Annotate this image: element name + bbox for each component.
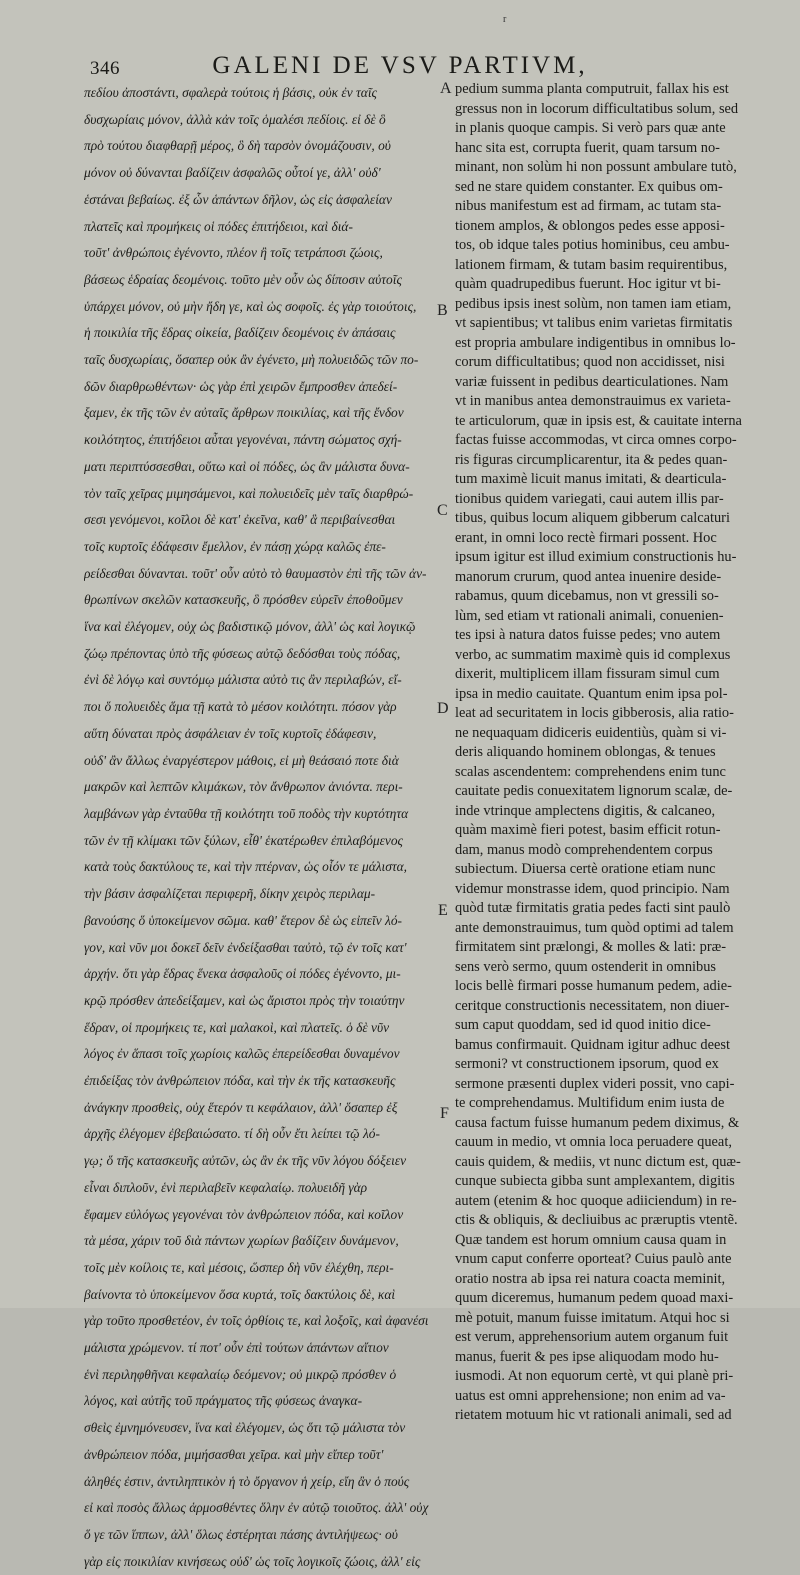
margin-letter-f: F bbox=[440, 1105, 449, 1122]
greek-text-line: ἵνα καὶ ἐλέγομεν, οὐχ ὡς βαδιστικῷ μόνον, ἀλλ' ὡς καὶ λογικῷ bbox=[84, 619, 416, 635]
greek-text-line: ἑστάναι βεβαίως. ἐξ ὧν ἁπάντων δῆλον, ὡς εἰς ἀσφαλείαν bbox=[84, 191, 392, 207]
margin-letter-c: C bbox=[437, 502, 448, 519]
latin-text-line: te articulorum, quæ in ipsis est, & cauitate interna bbox=[455, 412, 742, 429]
latin-text-line: sed ne stare quidem constanter. Ex quibus om- bbox=[455, 178, 723, 195]
greek-text-line: ξαμεν, ἐκ τῆς τῶν ἐν αὐταῖς ἄρθρων ποικιλίας, καὶ τῆς ἔνδον bbox=[84, 405, 404, 421]
latin-text-line: est propria ambulare indigentibus in omnibus lo- bbox=[455, 334, 736, 351]
greek-text-line: βανούσης ὅ ὑποκείμενον σῶμα. καθ' ἕτερον δὲ ὡς εἰπεῖν λό- bbox=[84, 912, 402, 928]
greek-text-line: ἐπιδείξας τὸν ἀνθρώπειον πόδα, καὶ τὴν ἐκ τῆς κατασκευῆς bbox=[84, 1073, 396, 1089]
latin-text-line: gressus non in locorum difficultatibus solum, sed bbox=[455, 100, 739, 117]
greek-text-line: μάλιστα χρώμενον. τί ποτ' οὖν ἐπὶ τούτων ἁπάντων αἴτιον bbox=[84, 1340, 389, 1356]
greek-text-line: θρωπίνων σκελῶν κατασκευῆς, ὃ πρόσθεν εὑρεῖν ἐποθοῦμεν bbox=[84, 592, 403, 608]
latin-text-line: nibus manifestum est ad firmam, ac tutam sta- bbox=[455, 198, 722, 214]
latin-text-line: videmur monstrasse idem, quod principio. Nam bbox=[455, 880, 730, 897]
greek-text-line: εἰ καὶ ποσὸς ἄλλως ἁρμοσθέντες ὅλην ἐν αὐτῷ τοιοῦτος. ἀλλ' οὐχ bbox=[84, 1500, 429, 1516]
latin-text-line: cunque subiecta gibba sunt amplexantem, digitis bbox=[455, 1173, 735, 1189]
latin-text-line: rabamus, quum dicebamus, non vt gressili so- bbox=[455, 588, 719, 604]
greek-text-column bbox=[84, 80, 434, 1575]
greek-text-line: βαίνοντα τὸ ὑποκείμενον ὅσα κυρτά, τοῖς δακτύλοις δὲ, καὶ bbox=[84, 1286, 396, 1302]
greek-text-line: γὰρ εἰς ποικιλίαν κινήσεως οὐδ' ὡς τοῖς λογικοῖς ζώοις, ἀλλ' εἰς bbox=[84, 1553, 421, 1569]
greek-text-line: ποι ὅ πολυειδὲς ἅμα τῇ κατὰ τὸ μέσον κοιλότητι. πόσον γὰρ bbox=[84, 699, 397, 715]
latin-text-line: mè potuit, manum fuisse imitatum. Atqui hoc si bbox=[455, 1309, 730, 1326]
greek-text-line: ἀληθές ἐστιν, ἀντιληπτικὸν ἡ τὸ ὄργανον ἡ χείρ, εἴη ἂν ὁ πούς bbox=[84, 1473, 410, 1489]
greek-text-line: λόγος ἐν ἅπασι τοῖς χωρίοις καλῶς ἐπερείδεσθαι δυναμένον bbox=[84, 1046, 400, 1062]
greek-text-line: γὰρ τοῦτο προσθετέον, ἐν τοῖς ὀρθίοις τε, καὶ λοξοῖς, καὶ ἀφανέσι bbox=[84, 1313, 429, 1329]
greek-text-line: σθεὶς ἐμνημόνευσεν, ἵνα καὶ ἐλέγομεν, ὡς ὅτι τῷ μάλιστα τὸν bbox=[84, 1420, 406, 1436]
greek-text-line: μόνον οὐ δύνανται βαδίζειν ἀσφαλῶς οὗτοί γε, ἀλλ' οὐδ' bbox=[84, 165, 381, 181]
greek-text-line: πλατεῖς καὶ προμήκεις οἱ πόδες ἐπιτήδειοι, καὶ διά- bbox=[84, 218, 353, 234]
latin-text-line: tionibus quidem variegati, caui autem illis par- bbox=[455, 490, 724, 507]
greek-text-line: δῶν διαρθρωθέντων· ὡς γὰρ ἐπὶ χειρῶν ἔμπροσθεν ἀπεδεί- bbox=[84, 378, 398, 394]
latin-text-line: deris aliquando hominem oblongas, & tenues bbox=[455, 744, 716, 760]
latin-text-line: quòd tutæ firmitatis gratia pedes facti sint paulò bbox=[455, 900, 731, 916]
latin-text-line: rietatem motuum hic vt rationali animali, sed ad bbox=[455, 1407, 732, 1423]
greek-text-line: ἀρχήν. ὅτι γὰρ ἕδρας ἕνεκα ἀσφαλοῦς οἱ πόδες ἐγένοντο, μι- bbox=[84, 966, 401, 982]
latin-text-line: bamus confirmauit. Quidnam igitur adhuc deest bbox=[455, 1036, 730, 1053]
latin-text-line: uatus est omni apprehensione; non enim ad va- bbox=[455, 1387, 726, 1404]
latin-text-line: quum diceremus, humanum pedem quoad maxi- bbox=[455, 1290, 734, 1306]
latin-text-line: ctis & obliquis, & decliuibus ac præruptis vtentẽ. bbox=[455, 1212, 738, 1228]
latin-text-line: lùm, sed etiam vt rationali animali, conuenien- bbox=[455, 607, 724, 624]
latin-text-line: quàm quadrupedibus fuerunt. Hoc igitur vt bi- bbox=[455, 276, 721, 292]
latin-text-column bbox=[455, 80, 760, 1426]
greek-text-line: τοῖς κυρτοῖς ἐδάφεσιν ἔμελλον, ἐν πάσῃ χώρᾳ καλῶς ἐπε- bbox=[84, 538, 386, 554]
latin-text-line: tum maximè licuit manus imitati, & dearticula- bbox=[455, 471, 727, 487]
latin-text-line: subiectum. Diuersa certè oratione etiam nunc bbox=[455, 861, 716, 877]
margin-letter-b: B bbox=[437, 302, 448, 319]
greek-text-line: ἀνάγκην προσθεὶς, οὐχ ἕτερόν τι κεφάλαιον, ἀλλ' ὅσαπερ ἐξ bbox=[84, 1099, 398, 1115]
latin-text-line: dixerit, multiplicem illam fissuram simul cum bbox=[455, 666, 720, 682]
greek-text-line: γῳ; ὅ τῆς κατασκευῆς αὐτῶν, ὡς ἂν ἐκ τῆς νῦν λόγου δόξειεν bbox=[84, 1153, 407, 1169]
greek-text-line: εἶναι διπλοῦν, ἑνὶ περιλαβεῖν κεφαλαίῳ. πολυειδῆ γὰρ bbox=[84, 1179, 368, 1195]
latin-text-line: vnum caput conferre oporteat? Cuius paulò ante bbox=[455, 1251, 732, 1267]
greek-text-line: ἡ ποικιλία τῆς ἕδρας οἰκεία, βαδίζειν δεομένοις ἐν ἁπάσαις bbox=[84, 325, 396, 341]
page-number: 346 bbox=[90, 58, 120, 79]
greek-text-line: ματι περιπτύσσεσθαι, οὕτω καὶ οἱ πόδες, ὡς ἂν μάλιστα δυνα- bbox=[84, 458, 410, 474]
latin-text-line: pedium summa planta computruit, fallax his est bbox=[455, 81, 729, 97]
greek-text-line: δυσχωρίαις μόνον, ἀλλὰ κἀν τοῖς ὁμαλέσι πεδίοις. εἰ δὲ ὃ bbox=[84, 111, 386, 127]
greek-text-line: γον, καὶ νῦν μοι δοκεῖ δεῖν ἐνδείξασθαι ταὐτὸ, τῷ ἐν τοῖς κατ' bbox=[84, 939, 407, 955]
latin-text-line: in planis quoque campis. Si verò pars quæ ante bbox=[455, 120, 726, 136]
greek-text-line: τὰ μέσα, χάριν τοῦ διὰ πάντων χωρίων βαδίζειν δυνάμενον, bbox=[84, 1233, 399, 1249]
latin-text-line: autem (etenim & hoc quoque adiiciendum) in re- bbox=[455, 1192, 737, 1209]
latin-text-line: cauitate pedis conuexitatem lignorum scalæ, de- bbox=[455, 783, 733, 799]
greek-text-line: ἕδραν, οἱ προμήκεις τε, καὶ μαλακοὶ, καὶ πλατεῖς. ὁ δὲ νῦν bbox=[84, 1019, 390, 1035]
latin-text-line: scalas ascendentem: comprehendens enim tunc bbox=[455, 763, 726, 780]
greek-text-line: οὐδ' ἂν ἄλλως ἐναργέστερον μάθοις, εἰ μὴ θεάσαιό ποτε διὰ bbox=[84, 752, 399, 768]
greek-text-line: βάσεως ἑδραίας δεομένοις. τοῦτο μὲν οὖν ὡς δίποσιν αὐτοῖς bbox=[84, 271, 402, 287]
printer-mark: r bbox=[503, 14, 507, 25]
margin-letter-a: A bbox=[440, 80, 452, 97]
latin-text-line: te comprehendamus. Multifidum enim iusta de bbox=[455, 1095, 725, 1111]
latin-text-line: tionem amplos, & oblongos pedes esse apposi- bbox=[455, 217, 725, 234]
latin-text-line: manus, fuerit & pes ipse aliquodam modo hu- bbox=[455, 1348, 719, 1365]
latin-text-line: sermone præsenti duplex videri possit, vno capi- bbox=[455, 1075, 735, 1092]
greek-text-line: ἀρχῆς ἐλέγομεν ἐβεβαιώσατο. τί δὴ οὖν ἔτι λείπει τῷ λό- bbox=[84, 1126, 380, 1142]
greek-text-line: μακρῶν καὶ λεπτῶν κλιμάκων, τὸν ἄνθρωπον ἀνιόντα. περι- bbox=[84, 779, 403, 795]
latin-text-line: ipsum igitur est illud eximium constructionis hu- bbox=[455, 549, 737, 565]
latin-text-line: corum difficultatibus; quod non accidisset, nisi bbox=[455, 354, 725, 370]
greek-text-line: τοῖς μὲν κοίλοις τε, καὶ μέσοις, ὥσπερ δὴ νῦν ἐλέχθη, περι- bbox=[84, 1259, 394, 1275]
latin-text-line: cauis quidem, & mediis, vt nunc dictum est, quæ- bbox=[455, 1153, 741, 1170]
latin-text-line: variæ fuissent in pedibus dearticulationes. Nam bbox=[455, 373, 729, 390]
latin-text-line: ris figuras circumplicarentur, ita & pedes quan- bbox=[455, 451, 728, 468]
latin-text-line: manorum crurum, quod antea inuenire deside- bbox=[455, 568, 722, 585]
latin-text-line: hanc sita est, corrupta fuerit, quam tarsum no- bbox=[455, 139, 720, 156]
latin-text-line: est verum, apprehensorium autem organum fuit bbox=[455, 1329, 729, 1345]
latin-text-line: sum caput quoddam, sed id quod initio dice- bbox=[455, 1017, 711, 1033]
latin-text-line: factas fuisse accommodas, vt circa omnes corpo- bbox=[455, 432, 737, 448]
margin-letter-d: D bbox=[437, 700, 449, 717]
greek-text-line: τοῦτ' ἀνθρώποις ἐγένοντο, πλέον ἢ τοῖς τετράποσι ζώοις, bbox=[84, 245, 383, 261]
latin-text-line: ceritque constructionis necessitatem, non diuer- bbox=[455, 997, 730, 1014]
greek-text-line: πεδίου ἀποστάντι, σφαλερὰ τούτοις ἡ βάσις, οὐκ ἐν ταῖς bbox=[84, 85, 377, 100]
latin-text-line: vt sapientibus; vt talibus enim varietas firmitatis bbox=[455, 315, 733, 331]
greek-text-line: ἐνὶ δὲ λόγῳ καὶ συντόμῳ μάλιστα αὐτὸ τις ἂν περιλαβών, εἴ- bbox=[84, 672, 402, 688]
latin-text-line: tos, ob idque tales potius hominibus, ceu ambu- bbox=[455, 237, 730, 253]
greek-text-line: τὴν βάσιν ἀσφαλίζεται περιφερῆ, δίκην χειρὸς περιλαμ- bbox=[84, 886, 376, 902]
running-head: GALENI DE VSV PARTIVM, bbox=[212, 52, 588, 79]
latin-text-line: dam, manus modò comprehendentem corpus bbox=[455, 841, 713, 858]
greek-text-line: ρείδεσθαι δύνανται. τοῦτ' οὖν αὐτὸ τὸ θαυμαστὸν ἐπὶ τῆς τῶν ἀν- bbox=[84, 565, 427, 581]
latin-text-line: tibus, quibus locum aliquem gibberum calcaturi bbox=[455, 510, 730, 526]
greek-text-line: ζώῳ πρέποντας ὑπὸ τῆς φύσεως αὐτῷ δεδόσθαι τοὺς πόδας, bbox=[84, 645, 401, 661]
latin-text-line: verbo, ac summatim maximè quis id complexus bbox=[455, 646, 731, 663]
latin-text-line: ipsa in medio cauitate. Quantum enim ipsa pol- bbox=[455, 685, 728, 702]
greek-text-line: κατὰ τοὺς δακτύλους τε, καὶ τὴν πτέρναν, ὡς οἷόν τε μάλιστα, bbox=[84, 859, 408, 875]
greek-text-line: τὸν ταῖς χεῖρας μιμησάμενοι, καὶ πολυειδεῖς μὲν ταῖς διαρθρώ- bbox=[84, 485, 414, 501]
greek-text-line: κοιλότητος, ἐπιτήδειοι αὗται γεγονέναι, πάντη σώματος σχή- bbox=[84, 432, 402, 448]
latin-text-line: erant, in omni loco rectè firmari possent. Hoc bbox=[455, 529, 717, 546]
latin-text-line: ne nequaquam didiceris euidentiùs, quàm si vi- bbox=[455, 724, 727, 741]
latin-text-line: oratio nostra ab ipsa rei natura coacta meminit, bbox=[455, 1270, 726, 1287]
latin-text-line: lationem firmam, & tutam basim requirentibus, bbox=[455, 256, 728, 273]
latin-text-line: sermoni? vt constructionem ipsorum, quod ex bbox=[455, 1056, 719, 1072]
latin-text-line: sens verò sermo, quum ostenderit in omnibus bbox=[455, 958, 716, 975]
greek-text-line: ἔφαμεν εὐλόγως γεγονέναι τὸν ἀνθρώπειον πόδα, καὶ κοῖλον bbox=[84, 1206, 404, 1222]
greek-text-line: ἀνθρώπειον πόδα, μιμήσασθαι χεῖρα. καὶ μὴν εἴπερ τοῦτ' bbox=[84, 1446, 384, 1462]
latin-text-line: tes ipsi à natura datos fuisse pedes; vno autem bbox=[455, 627, 721, 643]
greek-text-line: ταῖς δυσχωρίαις, ὅσαπερ οὐκ ἂν ἐγένετο, μὴ πολυειδῶς τῶν πο- bbox=[84, 352, 419, 368]
greek-text-line: λαμβάνων γὰρ ἐνταῦθα τῇ κοιλότητι τοῦ ποδὸς τὴν κυρτότητα bbox=[84, 805, 409, 821]
latin-text-line: inde vtrinque amplectens digitis, & calcaneo, bbox=[455, 802, 716, 819]
greek-text-line: κρῷ πρόσθεν ἀπεδείξαμεν, καὶ ὡς ἄριστοι πρὸς τὴν τοιαύτην bbox=[84, 992, 405, 1008]
latin-text-line: leat ad securitatem in locis gibberosis, alia ratio- bbox=[455, 705, 734, 721]
margin-letter-e: E bbox=[438, 902, 448, 919]
latin-text-line: ante demonstrauimus, tum quòd optimi ad talem bbox=[455, 919, 734, 936]
latin-text-line: causa factum fuisse humanum pedem diximus, & bbox=[455, 1114, 740, 1131]
greek-text-line: σεσι γενόμενοι, κοῖλοι δὲ κατ' ἐκεῖνα, καθ' ἃ περιβαίνεσθαι bbox=[84, 512, 396, 528]
latin-text-line: iusmodi. At non equorum certè, vt qui planè pri- bbox=[455, 1368, 734, 1384]
latin-text-line: Quæ tandem est horum omnium causa quam in bbox=[455, 1231, 727, 1248]
latin-text-line: quàm maximè fieri potest, basim efficit rotun- bbox=[455, 822, 721, 838]
latin-text-line: pedibus ipsis inest solùm, non tamen iam etiam, bbox=[455, 295, 732, 312]
greek-text-line: τῶν ἐν τῇ κλίμακι τῶν ξύλων, εἶθ' ἑκατέρωθεν ἐπιλαβόμενος bbox=[84, 832, 403, 848]
greek-text-line: ὅ γε τῶν ἵππων, ἀλλ' ὅλως ἐστέρηται πάσης ἀντιλήψεως· οὐ bbox=[84, 1526, 398, 1542]
greek-text-line: αὕτη δύναται πρὸς ἀσφάλειαν ἐν τοῖς κυρτοῖς ἐδάφεσιν, bbox=[84, 725, 377, 741]
latin-text-line: vt in manibus antea demonstrauimus ex varieta- bbox=[455, 393, 731, 409]
greek-text-line: πρὸ τούτου διαφθαρῇ μέρος, ὃ δὴ ταρσὸν ὀνομάζουσιν, οὐ bbox=[84, 138, 391, 154]
greek-text-line: ἑνὶ περιληφθῆναι κεφαλαίῳ δεόμενον; οὐ μικρῷ πρόσθεν ὁ bbox=[84, 1366, 397, 1382]
latin-text-line: minant, non solùm hi non possunt ambulare tutò, bbox=[455, 159, 737, 175]
greek-text-line: ὑπάρχει μόνον, οὐ μὴν ἤδη γε, καὶ ὡς σοφοῖς. ἐς γὰρ τοιούτοις, bbox=[84, 298, 417, 314]
greek-text-line: λόγος, καὶ αὐτῆς τοῦ πράγματος τῆς φύσεως ἀναγκα- bbox=[84, 1393, 363, 1409]
latin-text-line: cauum in medio, vt omnia loca peruadere queat, bbox=[455, 1134, 732, 1150]
latin-text-line: locis bellè firmari posse humanum pedem, adie- bbox=[455, 978, 732, 994]
latin-text-line: firmitatem sint prælongi, & molles & lati: præ- bbox=[455, 939, 726, 955]
